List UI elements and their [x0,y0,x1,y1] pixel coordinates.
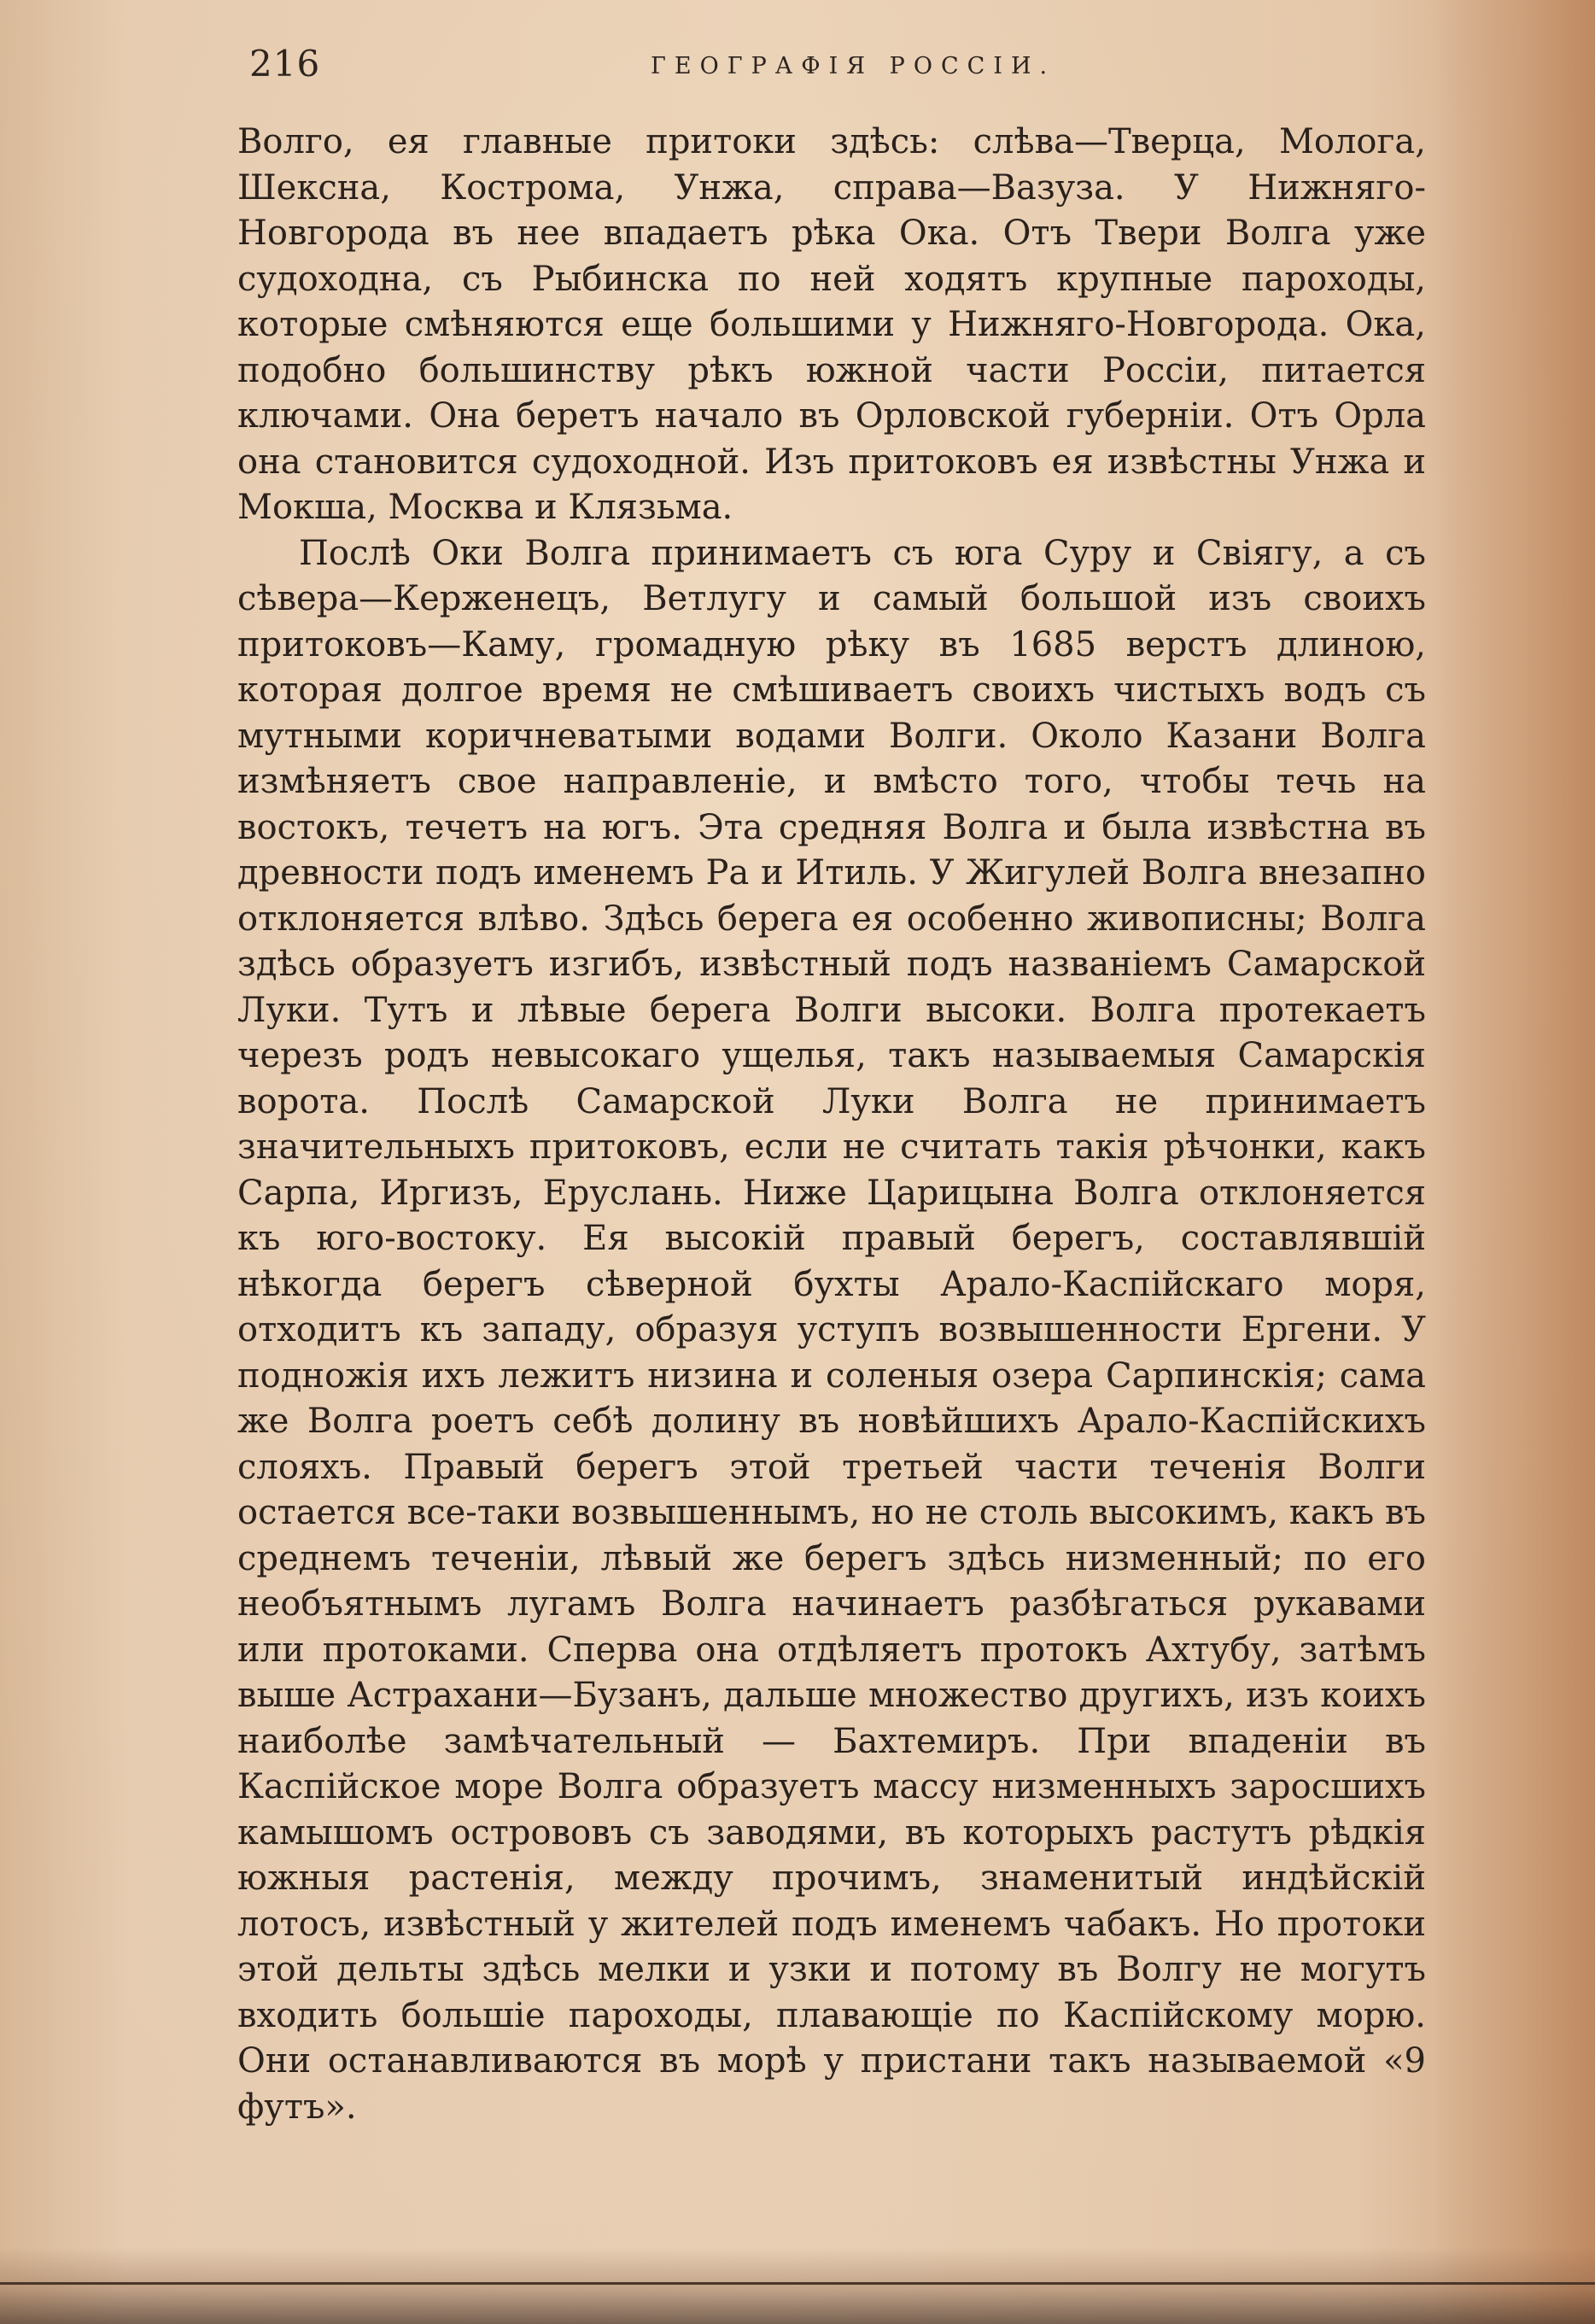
running-title: ГЕОГРАФІЯ РОССІИ. [651,53,1056,79]
page-header [249,43,1428,94]
paragraph: Послѣ Оки Волга принимаетъ съ юга Суру и Свіягу, а съ сѣвера—Керженецъ, Ветлугу и самый большой изъ своихъ притоковъ—Каму, громадную рѣку въ 1685 верстъ длиною, которая долгое время не смѣшиваетъ своихъ чистыхъ водъ съ мутными коричневатыми водами Волги. Около Казани Волга измѣняетъ свое направленіе, и вмѣсто того, чтобы течь на востокъ, течетъ на югъ. Эта средняя Волга и была извѣстна въ древности подъ именемъ Ра и Итиль. У Жигулей Волга внезапно отклоняется влѣво. Здѣсь берега ея особенно живописны; Волга здѣсь образуетъ изгибъ, извѣстный подъ названіемъ Самарской Луки. Тутъ и лѣвые берега Волги высоки. Волга протекаетъ черезъ родъ невысокаго ущелья, такъ называемыя Самарскія ворота. Послѣ Самарской Луки Волга не принимаетъ значительныхъ притоковъ, если не считать такія рѣчонки, какъ Сарпа, Иргизъ, Еруслань. Ниже Царицына Волга отклоняется къ юго-востоку. Ея высокій правый берегъ, составлявшій нѣкогда берегъ сѣверной бухты Арало-Каспійскаго моря, отходитъ къ западу, образуя уступъ возвышенности Ергени. У подножія ихъ лежитъ низина и соленыя озера Сарпинскія; сама же Волга роетъ себѣ долину въ новѣйшихъ Арало-Каспійскихъ слояхъ. Правый берегъ этой третьей части теченія Волги остается все-таки возвышеннымъ, но не столь высокимъ, какъ въ среднемъ теченіи, лѣвый же берегъ здѣсь низменный; по его необъятнымъ лугамъ Волга начинаетъ разбѣгаться рукавами или протоками. Сперва она отдѣляетъ протокъ Ахтубу, затѣмъ выше Астрахани—Бузанъ, дальше множество другихъ, изъ коихъ наиболѣе замѣчательный — Бахтемиръ. При впаденіи въ Каспійское море Волга образуетъ массу низменныхъ заросшихъ камышомъ острововъ съ заводями, въ которыхъ растутъ рѣдкія южныя растенія, между прочимъ, знаменитый индѣйскій лотосъ, извѣстный у жителей подъ именемъ чабакъ. Но протоки этой дельты здѣсь мелки и узки и потому въ Волгу не могутъ входить большіе пароходы, плавающіе по Каспійскому морю. Они останавливаются въ морѣ у пристани такъ называемой «9 футъ». [237,533,1426,2127]
paragraph: Волго, ея главные притоки здѣсь: слѣва—Тверца, Молога, Шексна, Кострома, Унжа, справа—Вазуза. У Нижняго-Новгорода въ нее впадаетъ рѣка Ока. Отъ Твери Волга уже судоходна, съ Рыбинска по ней ходятъ крупные пароходы, которые смѣняются еще большими у Нижняго-Новгорода. Ока, подобно большинству рѣкъ южной части Россіи, питается ключами. Она беретъ начало въ Орловской губерніи. Отъ Орла она становится судоходной. Изъ притоковъ ея извѣстны Унжа и Мокша, Москва и Клязьма. [237,122,1426,527]
page-number: 216 [249,43,321,85]
page-bottom-shadow [0,2247,1595,2324]
page-edge-shadow [1433,0,1595,2324]
page-bottom-rule [0,2282,1595,2285]
body-text [237,120,1426,2130]
